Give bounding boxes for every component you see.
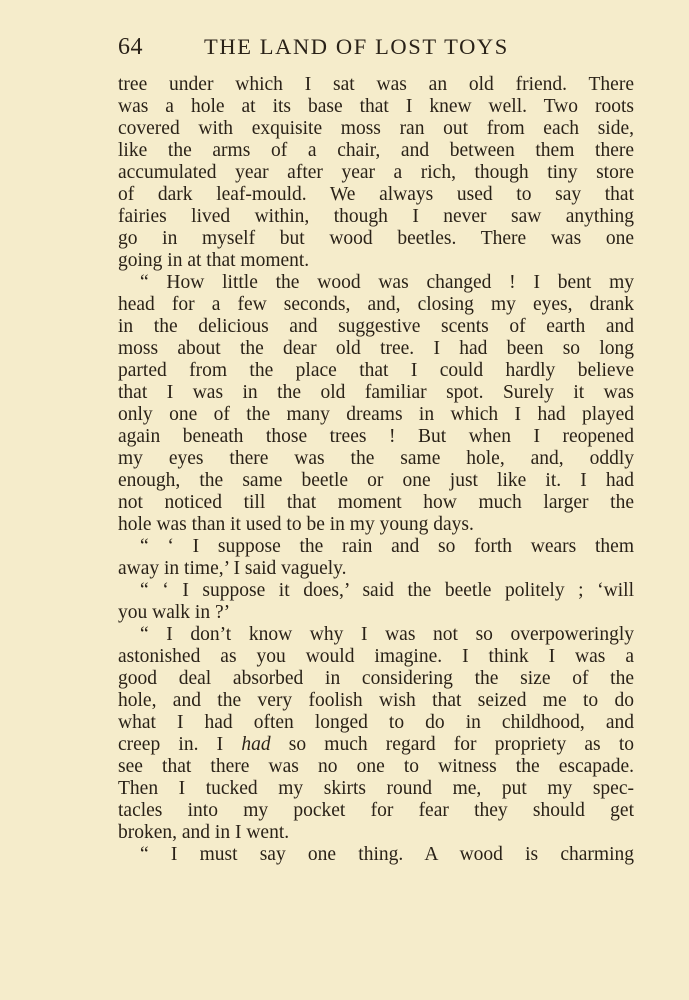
text-line: broken, and in I went.	[118, 822, 290, 843]
text-line: good deal absorbed in considering the size of the	[118, 668, 634, 689]
text-line: hole was than it used to be in my young days.	[118, 514, 474, 535]
text-line: accumulated year after year a rich, though tiny store	[118, 162, 634, 183]
text-line: going in at that moment.	[118, 250, 310, 271]
text-line: tacles into my pocket for fear they should get	[118, 800, 634, 821]
text-line: away in time,’ I said vaguely.	[118, 558, 347, 579]
text-line: not noticed till that moment how much larger the	[118, 492, 634, 513]
text-line: moss about the dear old tree. I had been so long	[118, 338, 634, 359]
text-line: only one of the many dreams in which I had played	[118, 404, 634, 425]
emphasis-word: had	[241, 734, 271, 755]
text-line: again beneath those trees ! But when I reopened	[118, 426, 634, 447]
text-line: go in myself but wood beetles. There was one	[118, 228, 634, 249]
text-line: fairies lived within, though I never saw anything	[118, 206, 634, 227]
text-line: hole, and the very foolish wish that seized me to do	[118, 690, 634, 711]
text-line: creep in. I had so much regard for propriety as to	[118, 734, 634, 755]
text-line: you walk in ?’	[118, 602, 231, 623]
text-line: in the delicious and suggestive scents of earth and	[118, 316, 634, 337]
text-line: enough, the same beetle or one just like it. I had	[118, 470, 634, 491]
text-line: that I was in the old familiar spot. Surely it was	[118, 382, 634, 403]
text-line: head for a few seconds, and, closing my eyes, drank	[118, 294, 634, 315]
text-line: like the arms of a chair, and between them there	[118, 140, 634, 161]
text-line: “ I don’t know why I was not so overpoweringly	[140, 624, 634, 645]
text-line: of dark leaf-mould. We always used to say that	[118, 184, 634, 205]
text-line: what I had often longed to do in childhood, and	[118, 712, 634, 733]
text-line: parted from the place that I could hardly believe	[118, 360, 634, 381]
text-line: “ ‘ I suppose the rain and so forth wears them	[140, 536, 634, 557]
text-line: “ ‘ I suppose it does,’ said the beetle politely ; ‘will	[140, 580, 634, 601]
text-line: astonished as you would imagine. I think I was a	[118, 646, 634, 667]
running-head: THE LAND OF LOST TOYS	[204, 34, 509, 59]
page-header	[118, 34, 634, 66]
text-line: “ How little the wood was changed ! I bent my	[140, 272, 634, 293]
text-line: tree under which I sat was an old friend. There	[118, 74, 634, 95]
text-line: was a hole at its base that I knew well. Two roots	[118, 96, 634, 117]
body-text	[118, 74, 634, 866]
page-number: 64	[118, 34, 143, 60]
text-line: covered with exquisite moss ran out from each side,	[118, 118, 634, 139]
text-line: my eyes there was the same hole, and, oddly	[118, 448, 634, 469]
text-line: Then I tucked my skirts round me, put my spec-	[118, 778, 634, 799]
text-line: see that there was no one to witness the escapade.	[118, 756, 634, 777]
text-line: “ I must say one thing. A wood is charming	[140, 844, 634, 865]
